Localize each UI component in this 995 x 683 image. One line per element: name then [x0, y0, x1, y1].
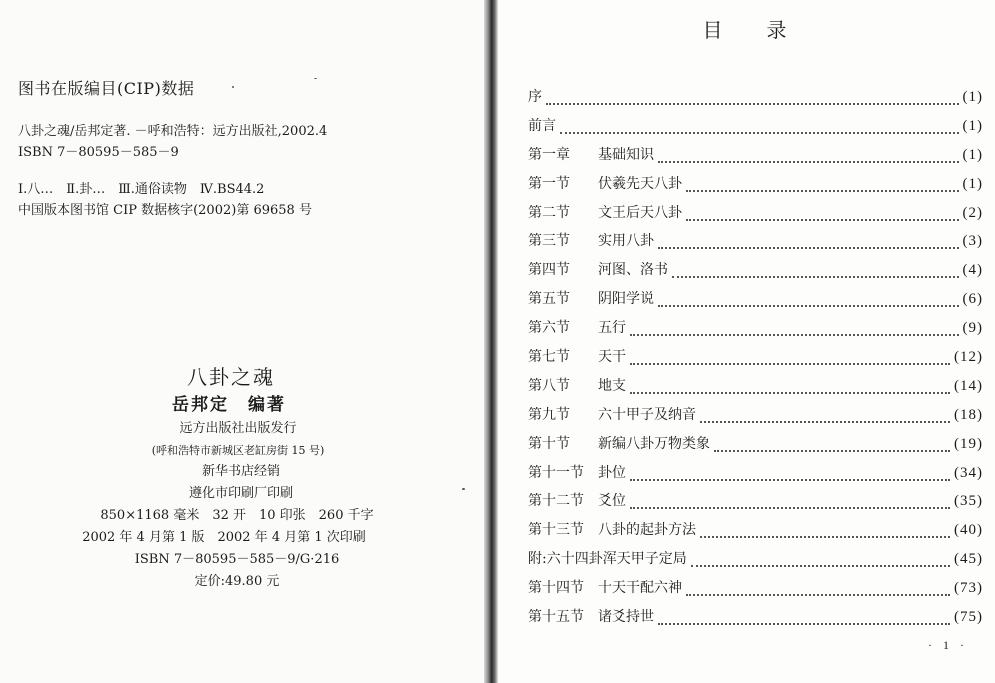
- toc-entry: [528, 259, 983, 288]
- dot-leader: [630, 506, 950, 509]
- dot-leader: [560, 131, 959, 134]
- toc-entry: [528, 577, 983, 606]
- printer: 遵化市印刷厂印刷: [188, 486, 293, 501]
- publisher: 远方出版社出版发行: [179, 421, 297, 436]
- toc-entry: [528, 462, 983, 491]
- colophon: [0, 362, 484, 593]
- toc-entry-title: 伏羲先天八卦: [598, 175, 682, 192]
- toc-entry: [528, 230, 983, 259]
- dot-leader: [630, 478, 950, 481]
- toc-entry-number: 第三节: [528, 233, 570, 250]
- edition-info: 2002 年 4 月第 1 版 2002 年 4 月第 1 次印刷: [82, 530, 366, 545]
- toc-entry-number: 第七节: [528, 349, 570, 366]
- dot-leader: [658, 160, 959, 163]
- toc-entry-page: (9): [962, 320, 983, 337]
- toc-entry-page: (1): [962, 89, 983, 105]
- cip-line-classification: Ⅰ.八… Ⅱ.卦… Ⅲ.通俗读物 Ⅳ.BS44.2: [18, 182, 265, 197]
- toc-entry-page: (35): [954, 493, 983, 510]
- toc-entry: [528, 346, 983, 375]
- toc-entry-number: 第五节: [528, 291, 570, 308]
- toc-entry-page: (1): [962, 146, 983, 163]
- toc-entry-page: (40): [954, 522, 983, 539]
- book-title: 八卦之魂: [187, 365, 275, 389]
- scan-speck: [462, 488, 465, 490]
- toc-entry-number: 序: [528, 89, 542, 105]
- dot-leader: [658, 304, 959, 307]
- toc-entry-page: (73): [954, 580, 983, 597]
- dot-leader: [672, 275, 959, 278]
- cip-spacer: [18, 163, 458, 179]
- toc-entry-page: (4): [962, 262, 983, 279]
- toc-entry-title: 基础知识: [598, 146, 654, 163]
- toc-entry-title: 六十甲子及纳音: [598, 406, 696, 423]
- toc-entry-number: 第四节: [528, 262, 570, 279]
- dot-leader: [686, 189, 959, 192]
- distributor: 新华书店经销: [201, 464, 280, 479]
- toc-entry-number: 第十三节: [528, 522, 584, 539]
- toc-entry-page: (19): [954, 435, 983, 452]
- toc-entry-title: 实用八卦: [598, 233, 654, 250]
- toc-entry-page: (1): [962, 175, 983, 192]
- toc-entry: [528, 433, 983, 462]
- toc-entry-number: 第十二节: [528, 493, 584, 510]
- colophon-isbn: ISBN 7－80595－585－9/G·216: [134, 552, 340, 567]
- toc-entry-title: 五行: [598, 320, 626, 337]
- toc-entry-number: 第二节: [528, 204, 570, 221]
- dot-leader: [700, 535, 950, 538]
- cip-heading: 图书在版编目(CIP)数据: [18, 79, 195, 98]
- toc-entry: [528, 288, 983, 317]
- toc-entry-title: 卦位: [598, 464, 626, 481]
- toc-entry: [528, 490, 983, 519]
- toc-entry-title: 十天干配六神: [598, 580, 682, 597]
- dot-leader: [700, 420, 950, 423]
- toc-entry-page: (18): [954, 406, 983, 423]
- toc-entry-number: 第十节: [528, 435, 570, 452]
- scan-speck: [232, 86, 234, 88]
- toc-entry-page: (75): [954, 609, 983, 626]
- toc-entry-number: 第十五节: [528, 609, 584, 626]
- toc-entry-title: 河图、洛书: [598, 262, 668, 279]
- price: 定价:49.80 元: [194, 574, 280, 589]
- dot-leader: [658, 622, 950, 625]
- toc-entry-number: 第十一节: [528, 464, 584, 481]
- toc-heading: 目录: [702, 18, 831, 42]
- dot-leader: [630, 391, 950, 394]
- book-spine: [484, 0, 498, 683]
- toc-entry: [528, 144, 983, 173]
- toc-entry: [528, 86, 983, 115]
- toc-entry: [528, 606, 983, 635]
- toc-entry-title: 地支: [598, 377, 626, 394]
- dot-leader: [630, 362, 950, 365]
- toc-entry-number: 第六节: [528, 320, 570, 337]
- page-number: · 1 ·: [928, 638, 968, 652]
- toc-entry-number: 第一章: [528, 146, 570, 163]
- toc-entry: [528, 375, 983, 404]
- toc-entry: [528, 548, 983, 577]
- cip-line-isbn: ISBN 7－80595－585－9: [18, 145, 179, 160]
- toc-entry: [528, 202, 983, 231]
- toc-entry: [528, 115, 983, 144]
- toc-entry-page: (45): [954, 551, 983, 568]
- book-format: 850×1168 毫米 32 开 10 印张 260 千字: [100, 508, 374, 523]
- toc-entry-page: (14): [954, 377, 983, 394]
- dot-leader: [546, 102, 959, 105]
- toc-entry-page: (3): [962, 233, 983, 250]
- dot-leader: [686, 218, 959, 221]
- scan-speck: [314, 78, 317, 79]
- dot-leader: [630, 333, 959, 336]
- dot-leader: [691, 564, 950, 567]
- toc-entry-page: (2): [962, 204, 983, 221]
- dot-leader: [686, 593, 950, 596]
- toc-entry-page: (1): [962, 117, 983, 134]
- toc-entry-title: 爻位: [598, 493, 626, 510]
- cip-line-citation: 八卦之魂/岳邦定著. －呼和浩特：远方出版社,2002.4: [18, 124, 328, 139]
- cip-block: [18, 76, 458, 221]
- book-author: 岳邦定 编著: [172, 395, 286, 415]
- toc-entry-number: 第一节: [528, 175, 570, 192]
- toc-entry: [528, 173, 983, 202]
- left-page: [0, 0, 484, 683]
- toc-entry-number: 第九节: [528, 406, 570, 423]
- dot-leader: [658, 246, 959, 249]
- publisher-address: (呼和浩特市新城区老缸房街 15 号): [151, 444, 325, 457]
- toc-entry-title: 天干: [598, 349, 626, 366]
- toc-entry-title: 文王后天八卦: [598, 204, 682, 221]
- toc-entry-page: (6): [962, 291, 983, 308]
- right-page: [498, 0, 995, 683]
- toc-entry-page: (34): [954, 464, 983, 481]
- toc-entry-title: 新编八卦万物类象: [598, 435, 710, 452]
- toc-entry-title: 阴阳学说: [598, 291, 654, 308]
- toc-entry-number: 第八节: [528, 377, 570, 394]
- cip-line-catalog-number: 中国版本图书馆 CIP 数据核字(2002)第 69658 号: [18, 203, 312, 218]
- toc-entry-number: 第十四节: [528, 580, 584, 597]
- toc-entry: [528, 519, 983, 548]
- dot-leader: [714, 449, 950, 452]
- toc-entry-title: 八卦的起卦方法: [598, 522, 696, 539]
- toc-entry-number: 附:六十四卦浑天甲子定局: [528, 551, 687, 568]
- table-of-contents: [528, 86, 983, 635]
- toc-entry: [528, 404, 983, 433]
- toc-entry-page: (12): [954, 349, 983, 366]
- toc-entry-title: 诸爻持世: [598, 609, 654, 626]
- toc-entry-number: 前言: [528, 117, 556, 134]
- toc-entry: [528, 317, 983, 346]
